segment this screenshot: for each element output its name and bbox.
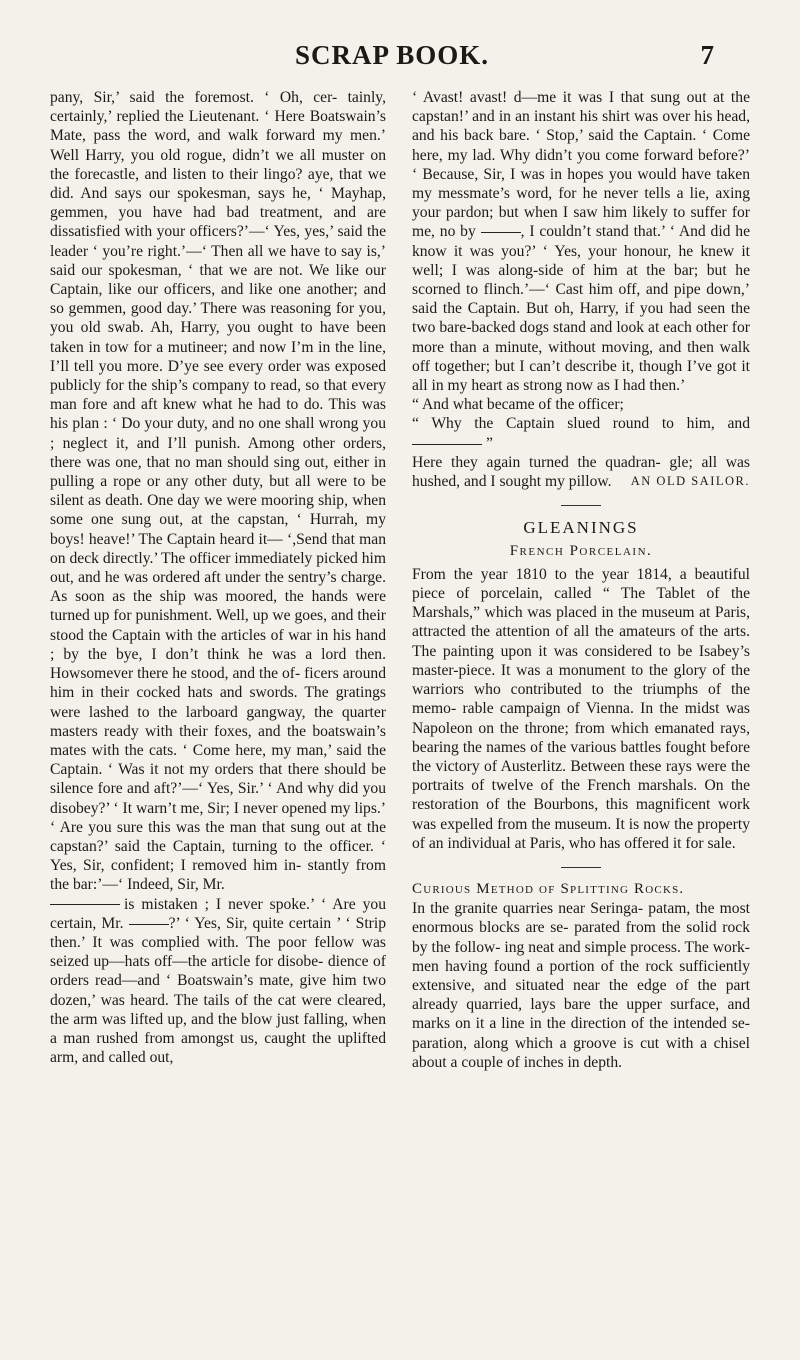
article-heading-rocks: Curious Method of Splitting Rocks.	[412, 880, 685, 897]
story-text: pany, Sir,’ said the foremost. ‘ Oh, cer- tainly, certainly,’ replied the Lieutenant. ‘ Here Boatswain’s Mate, pass the word, and walk forward my men.’ Well Harry, you old rogue, didn’t we all muster on the forecastle, and listen to their lingo? aye, that we did. And says our spokesman, says he, ‘ Mayhap, gemmen, you have had bad treatment, and are dissatisfied with your officers?’—‘ Yes, yes,’ said the leader ‘ you’re right.’—‘ Then all we have to say is,’ said our spokesman, ‘ that we are not. We like our Captain, like our officers, and like one another; and so gemmen, good day.’ There was reasoning for you, you old swab. Ah, Harry, you ought to have been taken in tow for a mutineer; and now I’m in the line, I’ll tell you more. D’ye see every order was exposed publicly for the ship’s company to read, so that every man fore and aft knew what he had to do. This was his plan : ‘ Do your duty, and no one shall wrong you ; neglect it, and I’ll punish. Among other orders, there was one, that no man should sing out, either in pulling a rope or any other duty, but all were to be silent as death. One day we were mooring ship, when some one sung out, at the capstan, ‘ Hurrah, my boys! heave!’ The Captain heard it— ‘,Send that man on deck directly.’ The officer immediately picked him out, and he was ordered aft under the sentry’s charge. As soon as the ship was moored, the hands were turned up for punishment. Well, up we goes, and their stood the Captain with the articles of war in his hand ; by the bye, I don’t think he was a lord then. Howsomever there he stood, and the of- ficers around him in their cocked hats and swords. The gratings were lashed to the larboard gangway, the quarter masters ready with their foxes, and the boatswain’s mates with the cats. ‘ Come here, my man,’ said the Captain. ‘ Was it not my orders that there should be silence fore and aft?’—‘ Yes, Sir.’ ‘ And why did you disobey?’ ‘ It warn’t me, Sir; I never opened my lips.’ ‘ Are you sure this was the man that sung out at the capstan?’ said the Captain, turning to the officer. ‘ Yes, Sir, confident; I removed him in- stantly from the bar:’—‘ Indeed, Sir, Mr.	[50, 89, 386, 894]
article-text-rocks: In the granite quarries near Seringa- patam, the most enormous blocks are se- parated from the solid rock by the follow- ing neat and simple process. The work- men having found a portion of the rock sufficiently extensive, and situated near the edge of the part already quarried, lays bare the upper surface, and marks on it a line in the direction of the intended se- paration, along which a groove is cut with a chisel about a couple of inches in depth.	[412, 900, 750, 1071]
story-text: ‘ Avast! avast! d—me it was I that sung out at the capstan!’ and in an instant his shirt was over his head, and his back bare. ‘ Stop,’ said the Captain. ‘ Come here, my lad. Why didn’t you come forward before?’ ‘ Because, Sir, I was in hopes you would have taken my messmate’s word, for he never tells a lie, axing your pardon; but when I saw him likely to suffer for me, no by	[412, 89, 750, 241]
right-column	[412, 88, 750, 1072]
blank-dash	[50, 904, 120, 905]
story-paragraph	[50, 88, 386, 895]
article-text-porcelain: From the year 1810 to the year 1814, a beautiful piece of porcelain, called “ The Tablet of the Marshals,” which was placed in the museum at Paris, attracted the attention of all the amateurs of the arts. The painting upon it was considered to be Isabey’s master-piece. It was a monument to the glory of the warriors who contributed to the triumphs of the memo- rable campaign of Vienna. In the midst was Napoleon on the throne; from which emanated rays, bearing the names of the various battles fought before the victory of Austerlitz. Between these rays were the portraits of twelve of the French marshals. On the restoration of the Bourbons, this magnificent work was expelled from the museum. It is now the property of an individual at Paris, who has offered it for sale.	[412, 565, 750, 852]
blank-dash	[129, 924, 169, 925]
page-header	[70, 40, 714, 80]
story-paragraph: Here they again turned the quadran- gle; all was hushed, and I sought my pillow.	[412, 453, 750, 491]
left-column	[50, 88, 386, 1067]
story-paragraph: “ And what became of the officer;	[412, 396, 624, 414]
story-paragraph	[50, 895, 386, 1068]
blank-dash	[412, 444, 482, 445]
story-text: “ Why the Captain slued round to him, and	[412, 415, 750, 433]
running-title: SCRAP BOOK.	[294, 40, 490, 70]
story-text: is mistaken ; I never spoke.’ ‘ Are you certain, Mr.	[50, 895, 386, 932]
story-paragraph	[412, 88, 750, 395]
author-signature: AN OLD SAILOR.	[630, 474, 750, 489]
blank-dash	[481, 232, 521, 233]
story-text: , I couldn’t stand that.’ ‘ And did he know it was you?’ ‘ Yes, your honour, he knew it well; I was along-side of him at the bar; but he scorned to flinch.’—‘ Cast him off, and pipe down,’ said the Captain. But oh, Harry, if you had seen the two bare-backed dogs stand and look at each other for more than a minute, without moving, and then walk off together; but I can’t describe it, though I’ve got it all in my heart as strong now as I had then.’	[412, 223, 751, 395]
page-number: 7	[700, 40, 714, 70]
gleanings-title: GLEANINGS	[523, 518, 639, 538]
article-heading-porcelain: French Porcelain.	[509, 542, 653, 559]
section-divider	[561, 867, 601, 868]
story-text: ?’ ‘ Yes, Sir, quite certain ’ ‘ Strip then.’ It was complied with. The poor fellow was seized up—hats off—the article for disobe- dience of orders read—and ‘ Boatswain’s mate, give him two dozen,’ was heard. The tails of the cat were cleared, the arm was lifted up, and the blow just falling, when a man rushed from amongst us, caught the uplifted arm, and called out,	[50, 914, 386, 1067]
story-paragraph	[412, 414, 750, 452]
section-divider	[561, 505, 601, 506]
story-text: ”	[486, 434, 493, 452]
